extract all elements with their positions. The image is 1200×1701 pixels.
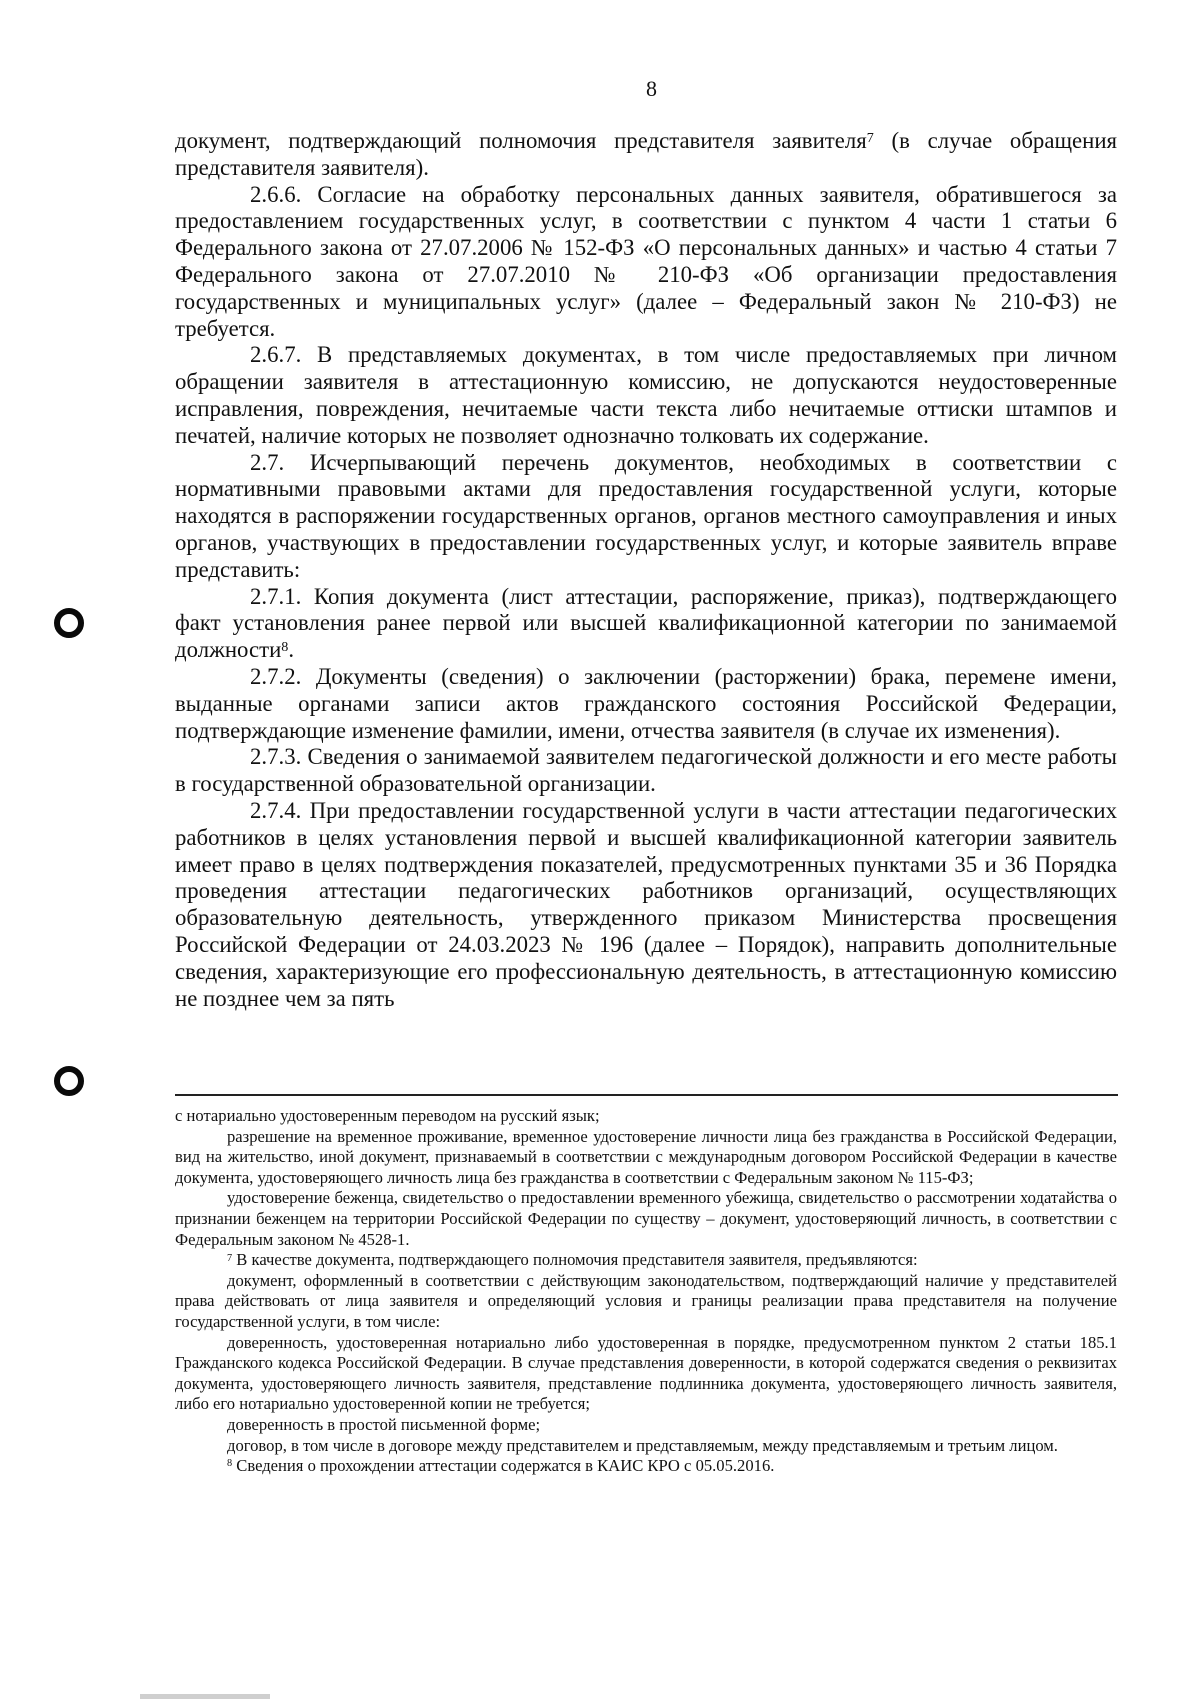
paragraph-text: . bbox=[288, 637, 295, 663]
footnote-text: договор, в том числе в договоре между представителем и представляемым, между представляемым и третьим лицом. bbox=[227, 1435, 1058, 1455]
punch-hole-icon bbox=[54, 1066, 84, 1096]
paragraph-2-7-3: 2.7.3. Сведения о занимаемой заявителем педагогической должности и его месте работы в государственной образовательной организации. bbox=[175, 744, 1117, 797]
footnote-8 bbox=[175, 1456, 1117, 1477]
punch-hole-icon bbox=[54, 608, 84, 638]
footnote-ref-7: 7 bbox=[866, 129, 874, 146]
footnote-number: 7 bbox=[227, 1252, 233, 1264]
footnote-ref-8: 8 bbox=[281, 638, 289, 655]
footnote-number: 8 bbox=[227, 1458, 233, 1470]
footnote-text: В качестве документа, подтверждающего полномочия представителя заявителя, предъявляются: bbox=[232, 1250, 918, 1270]
footnotes bbox=[175, 1106, 1117, 1477]
paragraph-text: 2.7.1. Копия документа (лист аттестации, распоряжение, приказ), подтверждающего факт установления ранее первой или высшей квалификационной категории по занимаемой должности bbox=[175, 583, 1117, 663]
page-number: 8 bbox=[646, 76, 657, 101]
footnote-text: Сведения о прохождении аттестации содержатся в КАИС КРО с 05.05.2016. bbox=[232, 1456, 775, 1476]
footnote-text: доверенность, удостоверенная нотариально либо удостоверенная в порядке, предусмотренном пунктом 2 статьи 185.1 Гражданского кодекса Российской Федерации. В случае представления доверенности, в которой содержатся сведения о реквизитах документа, удостоверяющего личность заявителя, представление подлинника документа, удостоверяющего личность заявителя, либо его нотариально удостоверенной копии не требуется; bbox=[175, 1332, 1117, 1414]
main-text bbox=[175, 128, 1117, 1012]
footnote-text: документ, оформленный в соответствии с действующим законодательством, подтверждающий наличие у представителей права действовать от лица заявителя и определяющий условия и границы реализации права представителя на получение государственной услуги, в том числе: bbox=[175, 1270, 1117, 1331]
footnote-text: с нотариально удостоверенным переводом на русский язык; bbox=[175, 1106, 600, 1125]
paragraph-2-7-1 bbox=[175, 584, 1117, 664]
paragraph-2-7-4: 2.7.4. При предоставлении государственной услуги в части аттестации педагогических работников в целях установления первой и высшей квалификационной категории заявитель имеет право в целях подтверждения показателей, предусмотренных пунктами 35 и 36 Порядка проведения аттестации педагогических работников организаций, осуществляющих образовательную деятельность, утвержденного приказом Министерства просвещения Российской Федерации от 24.03.2023 № 196 (далее – Порядок), направить дополнительные сведения, характеризующие его профессиональную деятельность, в аттестационную комиссию не позднее чем за пять bbox=[175, 797, 1117, 1011]
footnote-7 bbox=[175, 1250, 1117, 1271]
paragraph-2-7-2: 2.7.2. Документы (сведения) о заключении (расторжении) брака, перемене имени, выданные органами записи актов гражданского состояния Российской Федерации, подтверждающие изменение фамилии, имени, отчества заявителя (в случае их изменения). bbox=[175, 663, 1117, 743]
paragraph-2-6-6: 2.6.6. Согласие на обработку персональных данных заявителя, обратившегося за предоставлением государственных услуг, в соответствии с пунктом 4 части 1 статьи 6 Федерального закона от 27.07.2006 № 152-ФЗ «О персональных данных» и частью 4 статьи 7 Федерального закона от 27.07.2010 № 210-ФЗ «Об организации предоставления государственных и муниципальных услуг» (далее – Федеральный закон № 210-ФЗ) не требуется. bbox=[175, 181, 1117, 341]
paragraph-text: (в случае обращения представителя заявителя). bbox=[175, 128, 1118, 180]
paragraph-2-7: 2.7. Исчерпывающий перечень документов, необходимых в соответствии с нормативными правовыми актами для предоставления государственной услуги, которые находятся в распоряжении государственных органов, органов местного самоуправления и иных органов, участвующих в предоставлении государственных услуг, и которые заявитель вправе представить: bbox=[175, 449, 1117, 582]
footnote-text: доверенность в простой письменной форме; bbox=[227, 1414, 541, 1434]
footnote-divider bbox=[175, 1094, 1118, 1096]
paragraph-text: документ, подтверждающий полномочия представителя заявителя bbox=[175, 128, 867, 153]
scan-artifact bbox=[140, 1694, 270, 1699]
paragraph-2-6-7: 2.6.7. В представляемых документах, в том числе предоставляемых при личном обращении заявителя в аттестационную комиссию, не допускаются неудостоверенные исправления, повреждения, нечитаемые части текста либо нечитаемые оттиски штампов и печатей, наличие которых не позволяет однозначно толковать их содержание. bbox=[175, 342, 1117, 448]
footnote-text: разрешение на временное проживание, временное удостоверение личности лица без гражданства в Российской Федерации, вид на жительство, иной документ, признаваемый в соответствии с международным договором Российской Федерации в качестве документа, удостоверяющего личность лица без гражданства в соответствии с Федеральным законом № 115-ФЗ; bbox=[175, 1126, 1117, 1187]
paragraph-representative-document bbox=[175, 128, 1117, 182]
footnote-text: удостоверение беженца, свидетельство о предоставлении временного убежища, свидетельство о рассмотрении ходатайства о признании беженцем на территории Российской Федерации по существу – документ, удостоверяющий личность, в соответствии с Федеральным законом № 4528-1. bbox=[175, 1188, 1117, 1249]
